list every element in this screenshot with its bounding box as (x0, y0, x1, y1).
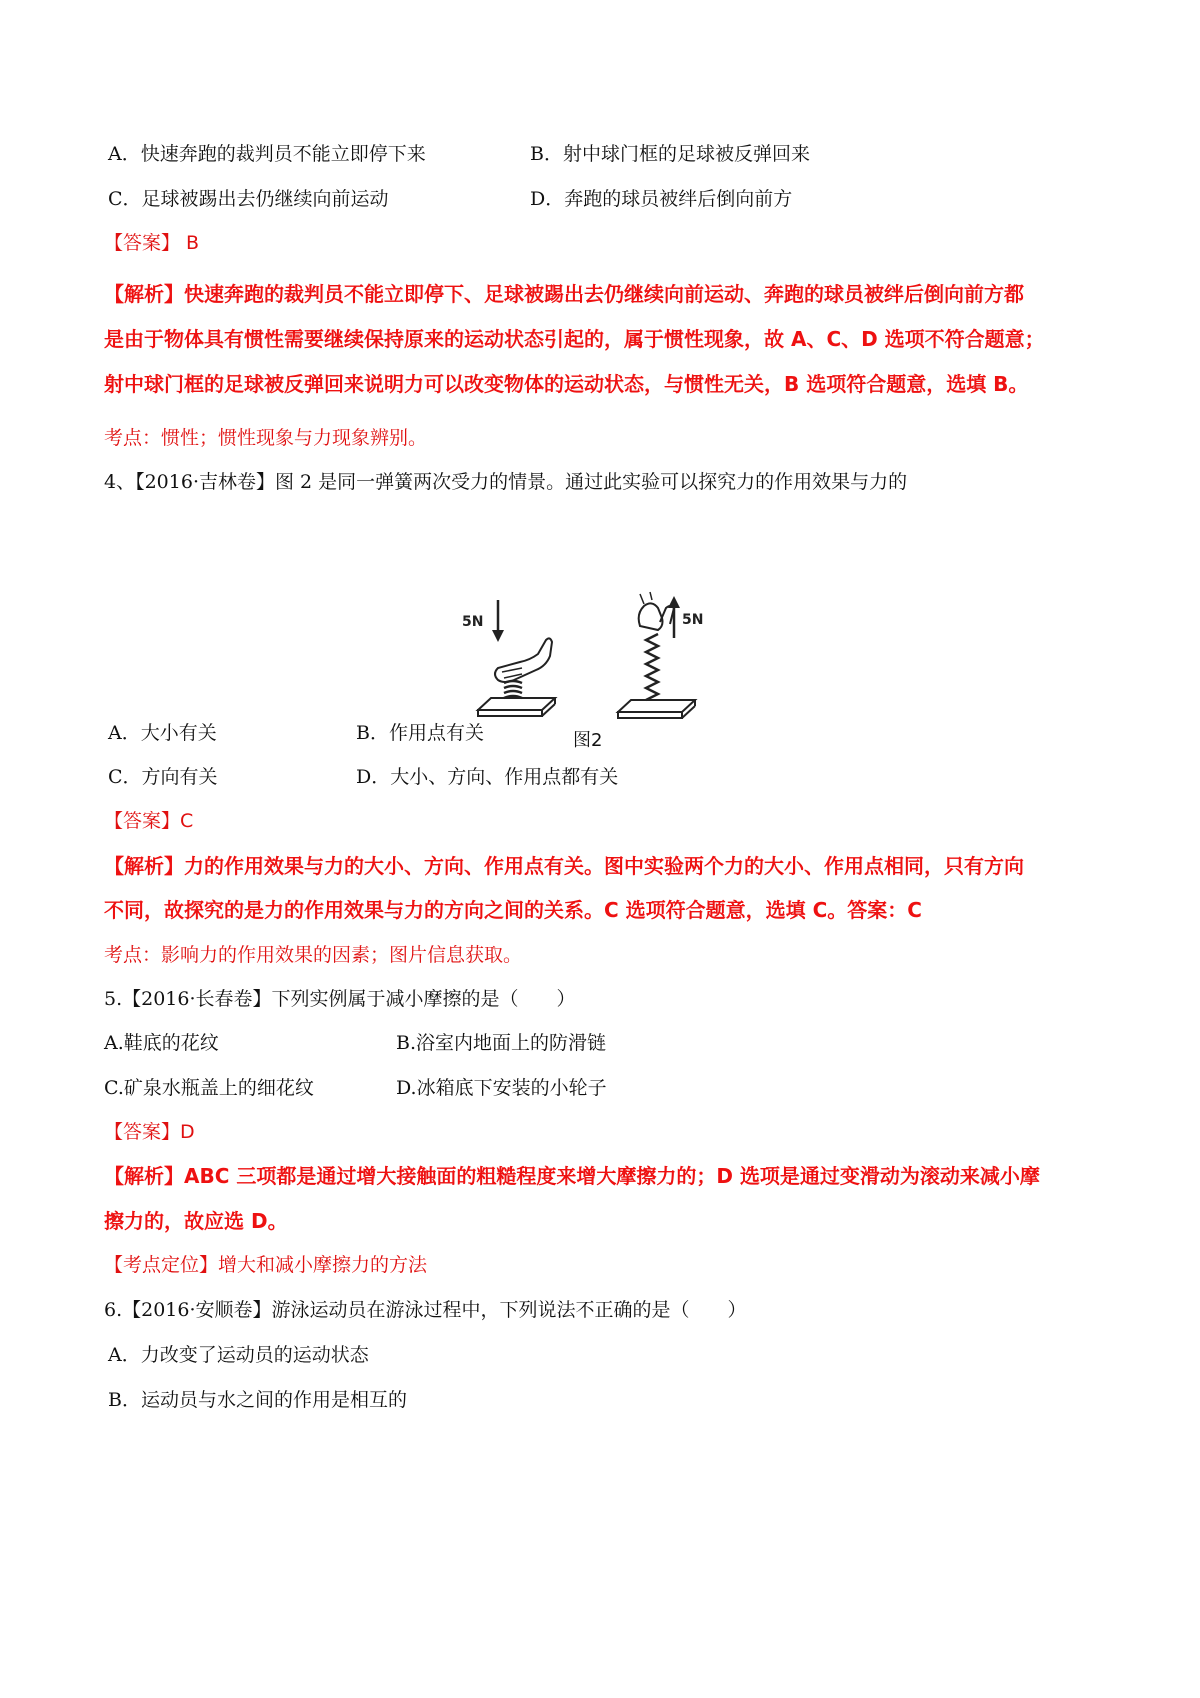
q4-option-a: A．大小有关 (108, 722, 217, 744)
right-force-label: 5N (682, 612, 704, 628)
q4-option-d: D．大小、方向、作用点都有关 (356, 766, 619, 788)
q5-explanation-line-2: 擦力的，故应选 D。 (104, 1209, 288, 1233)
q5-option-a: A.鞋底的花纹 (104, 1032, 219, 1054)
q5-kaodian (104, 1252, 427, 1278)
q5-explanation-line-1: 【解析】ABC 三项都是通过增大接触面的粗糙程度来增大摩擦力的；D 选项是通过变滑动为滚动来减小摩 (104, 1164, 1040, 1188)
figure-caption: 图2 (573, 730, 603, 751)
q6-option-b: B．运动员与水之间的作用是相互的 (108, 1389, 407, 1411)
q3-explanation-line-2: 是由于物体具有惯性需要继续保持原来的运动状态引起的，属于惯性现象，故 A、C、D 选项不符合题意； (104, 327, 1045, 351)
left-spring-diagram (478, 600, 555, 716)
q3-option-c: C．足球被踢出去仍继续向前运动 (108, 188, 389, 210)
q4-explanation-line-2: 不同，故探究的是力的作用效果与力的方向之间的关系。C 选项符合题意，选填 C。答案：C (104, 898, 922, 922)
q5-kaodian-label: 【考点定位】 (104, 1254, 219, 1276)
q4-explanation-line-1: 【解析】力的作用效果与力的大小、方向、作用点有关。图中实验两个力的大小、作用点相同，只有方向 (104, 854, 1024, 878)
q3-explanation-line-1: 【解析】快速奔跑的裁判员不能立即停下、足球被踢出去仍继续向前运动、奔跑的球员被绊后倒向前方都 (104, 282, 1024, 306)
q5-stem: 5.【2016·长春卷】下列实例属于减小摩擦的是（ ） (104, 988, 576, 1010)
q5-option-d: D.冰箱底下安装的小轮子 (396, 1077, 607, 1099)
q6-stem: 6.【2016·安顺卷】游泳运动员在游泳过程中，下列说法不正确的是（ ） (104, 1299, 747, 1321)
q3-explanation-line-3: 射中球门框的足球被反弹回来说明力可以改变物体的运动状态，与惯性无关，B 选项符合题意，选填 B。 (104, 372, 1029, 396)
q5-kaodian-text: 增大和减小摩擦力的方法 (218, 1254, 428, 1276)
q3-option-a: A．快速奔跑的裁判员不能立即停下来 (108, 143, 426, 165)
q4-option-b: B．作用点有关 (356, 722, 484, 744)
q4-option-c: C．方向有关 (108, 766, 218, 788)
q3-option-d: D．奔跑的球员被绊后倒向前方 (530, 188, 793, 210)
q3-option-b: B．射中球门框的足球被反弹回来 (530, 143, 810, 165)
q3-answer: 【答案】 B (104, 232, 200, 254)
right-spring-diagram (618, 592, 695, 718)
q5-option-c: C.矿泉水瓶盖上的细花纹 (104, 1077, 314, 1099)
q5-option-b: B.浴室内地面上的防滑链 (396, 1032, 607, 1054)
q4-kaodian: 考点：影响力的作用效果的因素；图片信息获取。 (104, 944, 523, 966)
q4-answer: 【答案】C (104, 810, 194, 832)
q6-option-a: A．力改变了运动员的运动状态 (108, 1344, 369, 1366)
q4-stem: 4、【2016·吉林卷】图 2 是同一弹簧两次受力的情景。通过此实验可以探究力的作用效果与力的 (104, 471, 908, 493)
q3-kaodian: 考点：惯性；惯性现象与力现象辨别。 (104, 427, 428, 449)
left-force-label: 5N (462, 614, 484, 630)
q5-answer: 【答案】D (104, 1121, 195, 1143)
